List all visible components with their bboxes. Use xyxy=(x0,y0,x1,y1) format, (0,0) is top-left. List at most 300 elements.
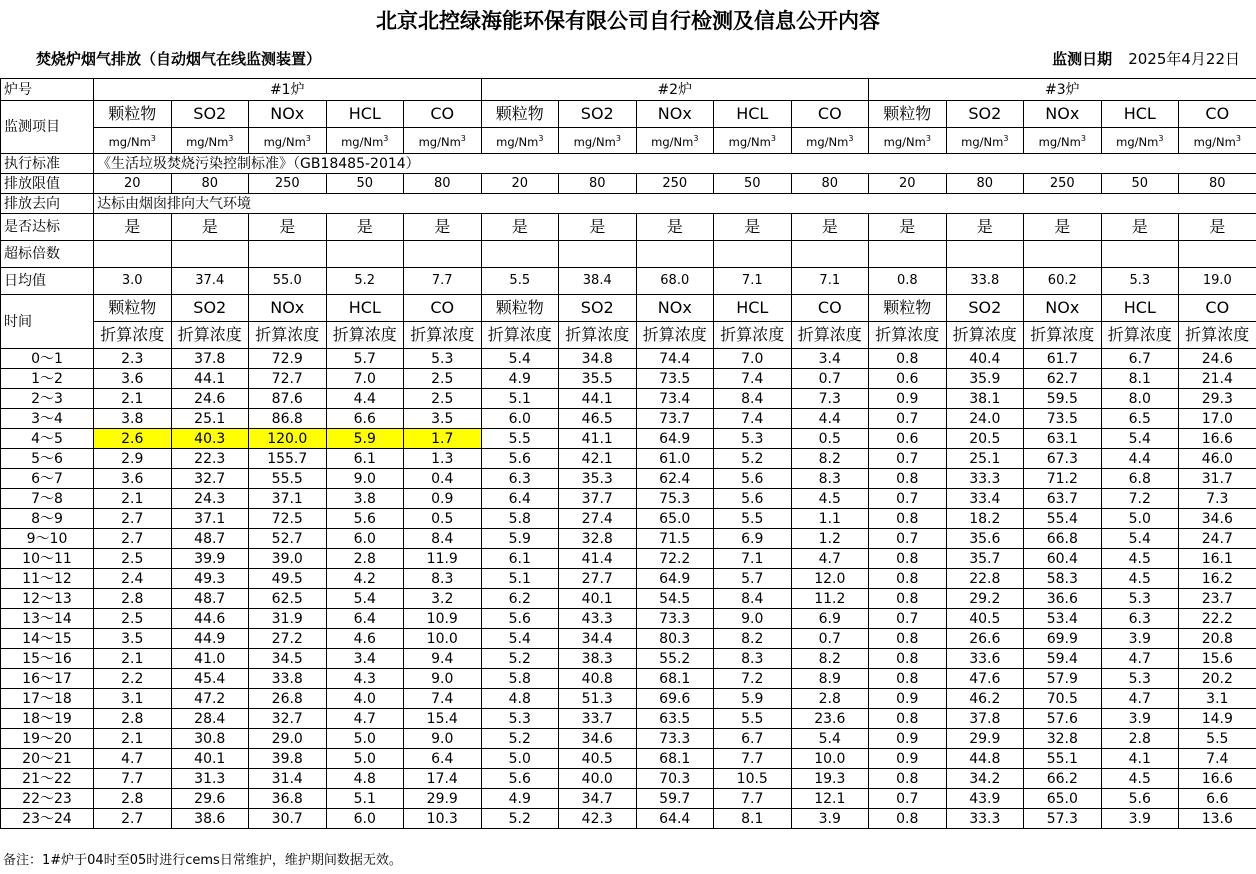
exceed-label: 超标倍数 xyxy=(1,241,94,268)
hourly-value: 65.0 xyxy=(636,509,714,529)
date-label: 监测日期 xyxy=(1052,50,1113,68)
hourly-value: 24.7 xyxy=(1179,529,1256,549)
pollutant-header: NOx xyxy=(1024,101,1102,128)
hourly-value: 33.8 xyxy=(249,669,327,689)
furnace-header: #3炉 xyxy=(869,79,1256,101)
hourly-value: 19.3 xyxy=(791,769,869,789)
unit-cell xyxy=(326,128,404,154)
exceed-value xyxy=(869,241,947,268)
hourly-value: 24.3 xyxy=(171,489,249,509)
hourly-value: 0.4 xyxy=(404,469,482,489)
table-row xyxy=(1,609,1256,629)
hourly-value: 0.8 xyxy=(869,469,947,489)
hourly-value: 0.8 xyxy=(869,649,947,669)
hourly-value: 37.1 xyxy=(249,489,327,509)
hourly-value: 75.3 xyxy=(636,489,714,509)
conversion-row xyxy=(1,322,1256,349)
unit-exponent: 3 xyxy=(693,134,699,144)
limit-value: 20 xyxy=(94,174,172,194)
hourly-value: 7.4 xyxy=(714,409,792,429)
hourly-value: 5.2 xyxy=(714,449,792,469)
hourly-value: 31.7 xyxy=(1179,469,1256,489)
daily-avg-value: 5.2 xyxy=(326,268,404,295)
hourly-value: 10.5 xyxy=(714,769,792,789)
hour-range: 17～18 xyxy=(1,689,94,709)
exceed-value xyxy=(326,241,404,268)
compliant-value: 是 xyxy=(171,214,249,241)
conversion-label: 折算浓度 xyxy=(559,322,637,349)
hourly-value: 34.5 xyxy=(249,649,327,669)
hourly-value: 6.6 xyxy=(326,409,404,429)
unit-text: mg/Nm xyxy=(108,134,151,149)
hourly-value: 0.8 xyxy=(869,549,947,569)
direction-text: 达标由烟囱排向大气环境 xyxy=(94,194,482,214)
hourly-value: 40.8 xyxy=(559,669,637,689)
compliant-value: 是 xyxy=(559,214,637,241)
section-subtitle: 焚烧炉烟气排放（自动烟气在线监测装置） xyxy=(36,50,322,68)
standard-row xyxy=(1,154,1256,174)
hourly-value: 5.6 xyxy=(714,469,792,489)
hourly-value: 7.7 xyxy=(714,789,792,809)
hourly-value: 0.8 xyxy=(869,569,947,589)
hourly-value: 45.4 xyxy=(171,669,249,689)
hourly-value: 20.8 xyxy=(1179,629,1256,649)
unit-text: mg/Nm xyxy=(1116,134,1159,149)
daily-avg-value: 55.0 xyxy=(249,268,327,295)
hourly-value: 0.6 xyxy=(869,429,947,449)
hourly-value: 2.7 xyxy=(94,509,172,529)
hourly-value: 5.6 xyxy=(326,509,404,529)
unit-exponent: 3 xyxy=(150,134,156,144)
hourly-value: 46.2 xyxy=(946,689,1024,709)
daily-avg-value: 19.0 xyxy=(1179,268,1256,295)
hourly-value: 5.6 xyxy=(481,769,559,789)
pollutant-subheader: HCL xyxy=(326,295,404,322)
hourly-value: 10.0 xyxy=(404,629,482,649)
hourly-value: 0.9 xyxy=(869,749,947,769)
hourly-value: 34.4 xyxy=(559,629,637,649)
table-row xyxy=(1,629,1256,649)
unit-text: mg/Nm xyxy=(806,134,849,149)
hourly-value: 9.4 xyxy=(404,649,482,669)
hourly-value: 7.4 xyxy=(1179,749,1256,769)
exceed-value xyxy=(404,241,482,268)
pollutant-subheader: NOx xyxy=(636,295,714,322)
conversion-label: 折算浓度 xyxy=(791,322,869,349)
conversion-label: 折算浓度 xyxy=(326,322,404,349)
hourly-value: 38.1 xyxy=(946,389,1024,409)
hourly-value: 44.6 xyxy=(171,609,249,629)
hour-range: 16～17 xyxy=(1,669,94,689)
hour-range: 19～20 xyxy=(1,729,94,749)
hourly-value: 2.5 xyxy=(94,609,172,629)
exceed-value xyxy=(249,241,327,268)
pollutant-subheader: SO2 xyxy=(946,295,1024,322)
table-row xyxy=(1,709,1256,729)
hourly-value: 2.5 xyxy=(94,549,172,569)
hourly-value: 86.8 xyxy=(249,409,327,429)
hourly-value: 2.9 xyxy=(94,449,172,469)
compliant-value: 是 xyxy=(636,214,714,241)
hourly-value: 5.4 xyxy=(1101,529,1179,549)
hourly-value: 8.3 xyxy=(791,469,869,489)
hourly-value: 4.5 xyxy=(1101,549,1179,569)
hourly-value: 6.0 xyxy=(481,409,559,429)
hourly-value: 6.1 xyxy=(326,449,404,469)
unit-cell xyxy=(946,128,1024,154)
hourly-value: 3.1 xyxy=(1179,689,1256,709)
hourly-value: 61.0 xyxy=(636,449,714,469)
conversion-label: 折算浓度 xyxy=(714,322,792,349)
hourly-value: 6.9 xyxy=(714,529,792,549)
hourly-value: 59.5 xyxy=(1024,389,1102,409)
hourly-value: 34.7 xyxy=(559,789,637,809)
hourly-value: 24.0 xyxy=(946,409,1024,429)
pollutant-subheader: CO xyxy=(1179,295,1256,322)
table-row xyxy=(1,349,1256,369)
hourly-value: 0.7 xyxy=(869,409,947,429)
hourly-value: 30.7 xyxy=(249,809,327,829)
limit-value: 250 xyxy=(1024,174,1102,194)
exceed-value xyxy=(714,241,792,268)
hourly-value: 5.8 xyxy=(481,509,559,529)
hourly-value: 26.8 xyxy=(249,689,327,709)
hourly-value: 20.2 xyxy=(1179,669,1256,689)
unit-text: mg/Nm xyxy=(1193,134,1236,149)
limit-value: 50 xyxy=(326,174,404,194)
hourly-value: 7.4 xyxy=(714,369,792,389)
pollutant-header: CO xyxy=(791,101,869,128)
pollutant-header: HCL xyxy=(326,101,404,128)
limit-value: 80 xyxy=(791,174,869,194)
limit-value: 250 xyxy=(249,174,327,194)
hourly-value: 8.2 xyxy=(714,629,792,649)
hourly-value: 2.8 xyxy=(1101,729,1179,749)
hourly-value: 0.9 xyxy=(869,389,947,409)
hourly-value: 0.9 xyxy=(869,689,947,709)
hourly-value: 80.3 xyxy=(636,629,714,649)
hour-range: 10～11 xyxy=(1,549,94,569)
unit-exponent: 3 xyxy=(1080,134,1086,144)
unit-text: mg/Nm xyxy=(418,134,461,149)
hourly-value: 4.8 xyxy=(481,689,559,709)
hourly-value: 47.2 xyxy=(171,689,249,709)
unit-exponent: 3 xyxy=(228,134,234,144)
hourly-value: 29.6 xyxy=(171,789,249,809)
daily-avg-value: 7.1 xyxy=(791,268,869,295)
hourly-value: 55.4 xyxy=(1024,509,1102,529)
hourly-value: 2.1 xyxy=(94,489,172,509)
hourly-value: 17.0 xyxy=(1179,409,1256,429)
unit-text: mg/Nm xyxy=(961,134,1004,149)
unit-exponent: 3 xyxy=(925,134,931,144)
hourly-value: 35.7 xyxy=(946,549,1024,569)
unit-text: mg/Nm xyxy=(728,134,771,149)
direction-blank xyxy=(481,194,1256,214)
hour-range: 23～24 xyxy=(1,809,94,829)
hourly-value: 63.1 xyxy=(1024,429,1102,449)
conversion-label: 折算浓度 xyxy=(481,322,559,349)
hourly-value: 7.0 xyxy=(714,349,792,369)
unit-exponent: 3 xyxy=(848,134,854,144)
hourly-value: 47.6 xyxy=(946,669,1024,689)
pollutant-subheader: SO2 xyxy=(171,295,249,322)
hourly-value: 42.1 xyxy=(559,449,637,469)
hourly-value: 29.2 xyxy=(946,589,1024,609)
hourly-value: 41.4 xyxy=(559,549,637,569)
hourly-value: 48.7 xyxy=(171,529,249,549)
hourly-value: 33.7 xyxy=(559,709,637,729)
unit-cell xyxy=(171,128,249,154)
hourly-value: 8.2 xyxy=(791,649,869,669)
hourly-value: 28.4 xyxy=(171,709,249,729)
conversion-label: 折算浓度 xyxy=(94,322,172,349)
hourly-value: 59.7 xyxy=(636,789,714,809)
hourly-value: 0.7 xyxy=(869,489,947,509)
hourly-value: 5.5 xyxy=(481,429,559,449)
unit-exponent: 3 xyxy=(1003,134,1009,144)
hourly-value: 5.0 xyxy=(326,729,404,749)
direction-label: 排放去向 xyxy=(1,194,94,214)
unit-cell xyxy=(1024,128,1102,154)
hourly-value: 0.9 xyxy=(869,729,947,749)
hourly-value: 4.9 xyxy=(481,369,559,389)
hourly-value: 58.3 xyxy=(1024,569,1102,589)
hourly-value: 73.7 xyxy=(636,409,714,429)
hourly-value: 5.3 xyxy=(1101,669,1179,689)
hourly-value: 0.7 xyxy=(791,369,869,389)
hourly-value: 5.4 xyxy=(791,729,869,749)
hourly-value: 3.5 xyxy=(404,409,482,429)
hourly-value: 18.2 xyxy=(946,509,1024,529)
compliant-value: 是 xyxy=(946,214,1024,241)
hourly-value: 6.7 xyxy=(1101,349,1179,369)
hourly-value: 5.0 xyxy=(326,749,404,769)
hourly-value: 38.6 xyxy=(171,809,249,829)
conversion-label: 折算浓度 xyxy=(946,322,1024,349)
hourly-value: 5.9 xyxy=(714,689,792,709)
hourly-value: 3.5 xyxy=(94,629,172,649)
hourly-value: 31.9 xyxy=(249,609,327,629)
hourly-value: 29.9 xyxy=(946,729,1024,749)
hourly-value: 39.9 xyxy=(171,549,249,569)
hourly-value: 31.3 xyxy=(171,769,249,789)
compliant-value: 是 xyxy=(869,214,947,241)
hourly-value: 4.4 xyxy=(1101,449,1179,469)
hourly-value: 0.9 xyxy=(404,489,482,509)
hourly-value: 0.5 xyxy=(404,509,482,529)
hourly-value: 120.0 xyxy=(249,429,327,449)
hour-range: 20～21 xyxy=(1,749,94,769)
hourly-value: 6.5 xyxy=(1101,409,1179,429)
table-row xyxy=(1,529,1256,549)
hourly-value: 0.8 xyxy=(869,709,947,729)
hourly-value: 34.2 xyxy=(946,769,1024,789)
unit-text: mg/Nm xyxy=(573,134,616,149)
hourly-value: 64.9 xyxy=(636,429,714,449)
hourly-value: 36.8 xyxy=(249,789,327,809)
hourly-value: 55.1 xyxy=(1024,749,1102,769)
hourly-value: 39.8 xyxy=(249,749,327,769)
hourly-value: 10.9 xyxy=(404,609,482,629)
pollutant-header: 颗粒物 xyxy=(94,101,172,128)
hourly-value: 0.8 xyxy=(869,509,947,529)
hourly-value: 34.6 xyxy=(559,729,637,749)
hourly-value: 5.1 xyxy=(481,569,559,589)
hourly-value: 5.4 xyxy=(1101,429,1179,449)
hourly-value: 54.5 xyxy=(636,589,714,609)
hourly-value: 6.4 xyxy=(326,609,404,629)
hourly-value: 44.1 xyxy=(559,389,637,409)
limit-value: 50 xyxy=(1101,174,1179,194)
hourly-value: 5.8 xyxy=(481,669,559,689)
unit-cell xyxy=(791,128,869,154)
hourly-value: 27.7 xyxy=(559,569,637,589)
unit-cell xyxy=(636,128,714,154)
exceed-value xyxy=(1179,241,1256,268)
direction-row xyxy=(1,194,1256,214)
hourly-value: 0.8 xyxy=(869,669,947,689)
compliant-value: 是 xyxy=(404,214,482,241)
hour-range: 15～16 xyxy=(1,649,94,669)
unit-exponent: 3 xyxy=(770,134,776,144)
hourly-value: 2.2 xyxy=(94,669,172,689)
hourly-value: 8.4 xyxy=(714,389,792,409)
hourly-value: 2.8 xyxy=(326,549,404,569)
table-row xyxy=(1,789,1256,809)
hourly-value: 71.5 xyxy=(636,529,714,549)
table-row xyxy=(1,689,1256,709)
hourly-value: 6.4 xyxy=(481,489,559,509)
hourly-value: 32.7 xyxy=(249,709,327,729)
table-row xyxy=(1,769,1256,789)
hourly-value: 38.3 xyxy=(559,649,637,669)
standard-text: 《生活垃圾焚烧污染控制标准》（GB18485-2014） xyxy=(94,154,482,174)
hourly-value: 0.5 xyxy=(791,429,869,449)
limit-value: 80 xyxy=(559,174,637,194)
daily-avg-label: 日均值 xyxy=(1,268,94,295)
hourly-value: 20.5 xyxy=(946,429,1024,449)
hourly-value: 71.2 xyxy=(1024,469,1102,489)
hourly-value: 6.3 xyxy=(481,469,559,489)
pollutant-header: CO xyxy=(1179,101,1256,128)
hourly-value: 5.7 xyxy=(326,349,404,369)
exceed-value xyxy=(1024,241,1102,268)
hourly-value: 57.9 xyxy=(1024,669,1102,689)
hourly-value: 2.7 xyxy=(94,809,172,829)
table-row xyxy=(1,489,1256,509)
compliant-label: 是否达标 xyxy=(1,214,94,241)
hourly-value: 40.5 xyxy=(559,749,637,769)
hourly-value: 60.4 xyxy=(1024,549,1102,569)
hourly-value: 14.9 xyxy=(1179,709,1256,729)
hourly-value: 40.1 xyxy=(171,749,249,769)
unit-cell xyxy=(404,128,482,154)
hourly-value: 32.7 xyxy=(171,469,249,489)
unit-text: mg/Nm xyxy=(496,134,539,149)
hourly-value: 4.4 xyxy=(326,389,404,409)
hourly-value: 2.1 xyxy=(94,729,172,749)
hourly-value: 7.3 xyxy=(791,389,869,409)
hourly-value: 33.3 xyxy=(946,809,1024,829)
page-title: 北京北控绿海能环保有限公司自行检测及信息公开内容 xyxy=(376,8,880,33)
daily-avg-value: 0.8 xyxy=(869,268,947,295)
hour-range: 9～10 xyxy=(1,529,94,549)
hourly-value: 40.0 xyxy=(559,769,637,789)
hourly-value: 15.6 xyxy=(1179,649,1256,669)
hourly-value: 49.3 xyxy=(171,569,249,589)
daily-avg-value: 33.8 xyxy=(946,268,1024,295)
hourly-value: 2.3 xyxy=(94,349,172,369)
unit-exponent: 3 xyxy=(460,134,466,144)
hourly-value: 35.3 xyxy=(559,469,637,489)
compliant-value: 是 xyxy=(94,214,172,241)
unit-text: mg/Nm xyxy=(883,134,926,149)
furnace-header: #2炉 xyxy=(481,79,869,101)
hourly-value: 4.5 xyxy=(791,489,869,509)
hourly-value: 2.4 xyxy=(94,569,172,589)
hourly-value: 70.3 xyxy=(636,769,714,789)
hourly-value: 40.3 xyxy=(171,429,249,449)
hourly-value: 46.0 xyxy=(1179,449,1256,469)
hourly-value: 0.7 xyxy=(869,449,947,469)
hourly-value: 31.4 xyxy=(249,769,327,789)
hourly-value: 6.7 xyxy=(714,729,792,749)
hourly-value: 5.4 xyxy=(481,629,559,649)
hourly-value: 5.5 xyxy=(714,709,792,729)
hourly-value: 6.2 xyxy=(481,589,559,609)
hourly-value: 5.1 xyxy=(326,789,404,809)
hourly-value: 1.3 xyxy=(404,449,482,469)
hourly-value: 41.0 xyxy=(171,649,249,669)
hourly-value: 61.7 xyxy=(1024,349,1102,369)
hourly-value: 0.8 xyxy=(869,349,947,369)
hour-range: 4～5 xyxy=(1,429,94,449)
hourly-value: 8.1 xyxy=(714,809,792,829)
hourly-value: 73.5 xyxy=(636,369,714,389)
hourly-value: 55.5 xyxy=(249,469,327,489)
hour-range: 7～8 xyxy=(1,489,94,509)
hourly-value: 73.4 xyxy=(636,389,714,409)
hourly-value: 0.8 xyxy=(869,769,947,789)
hourly-value: 2.6 xyxy=(94,429,172,449)
hourly-value: 0.8 xyxy=(869,589,947,609)
pollutant-subheader: CO xyxy=(404,295,482,322)
exceed-value xyxy=(1101,241,1179,268)
compliant-value: 是 xyxy=(714,214,792,241)
unit-text: mg/Nm xyxy=(651,134,694,149)
hourly-value: 16.1 xyxy=(1179,549,1256,569)
hourly-value: 8.9 xyxy=(791,669,869,689)
hourly-value: 6.0 xyxy=(326,809,404,829)
hourly-value: 4.7 xyxy=(326,709,404,729)
hour-range: 11～12 xyxy=(1,569,94,589)
hourly-value: 25.1 xyxy=(171,409,249,429)
hourly-value: 73.3 xyxy=(636,729,714,749)
hour-range: 13～14 xyxy=(1,609,94,629)
hourly-value: 2.8 xyxy=(94,589,172,609)
hourly-value: 8.1 xyxy=(1101,369,1179,389)
table-row xyxy=(1,389,1256,409)
hourly-value: 68.1 xyxy=(636,749,714,769)
limit-value: 250 xyxy=(636,174,714,194)
unit-cell xyxy=(869,128,947,154)
hourly-value: 5.0 xyxy=(481,749,559,769)
hourly-value: 17.4 xyxy=(404,769,482,789)
hourly-value: 4.6 xyxy=(326,629,404,649)
hour-range: 22～23 xyxy=(1,789,94,809)
hourly-value: 35.5 xyxy=(559,369,637,389)
